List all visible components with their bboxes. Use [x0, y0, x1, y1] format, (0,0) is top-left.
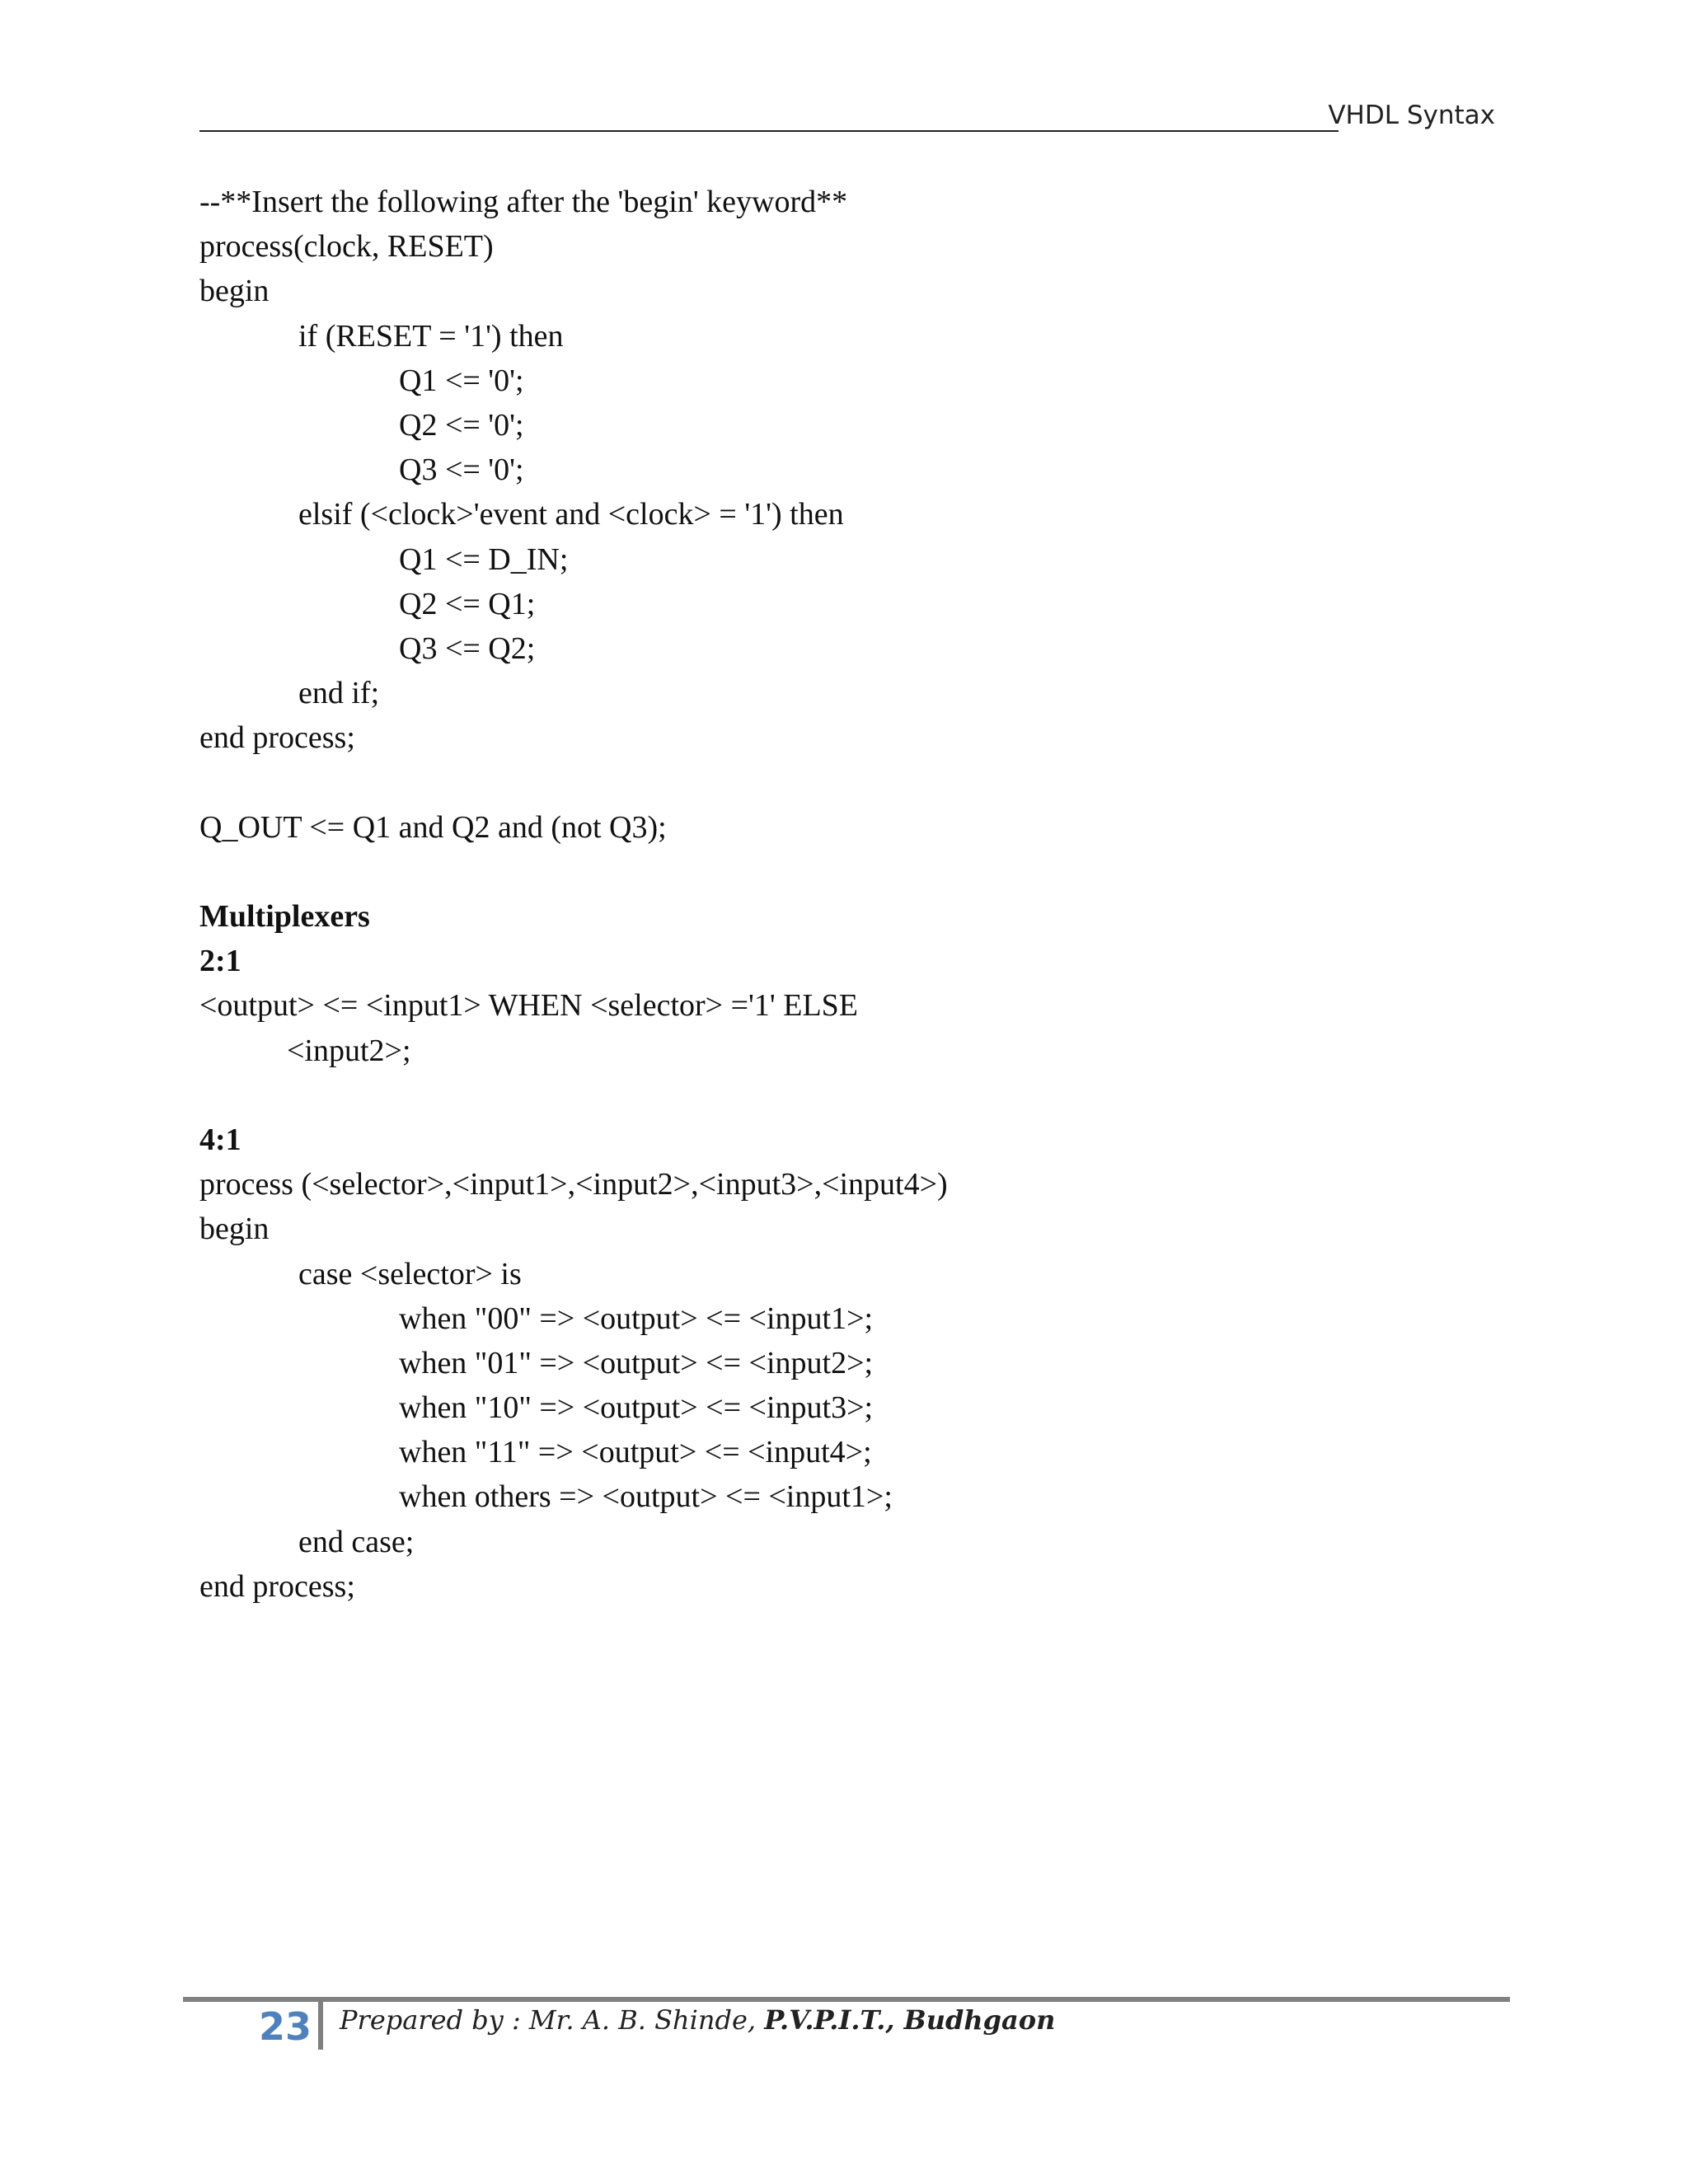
- code-line: end process;: [199, 1568, 355, 1604]
- code-line: <input2>;: [287, 1033, 411, 1068]
- code-line: end process;: [199, 720, 355, 756]
- code-line: Q1 <= D_IN;: [399, 541, 569, 577]
- code-line: when "00" => <output> <= <input1>;: [399, 1301, 874, 1336]
- footer-divider: [318, 2002, 323, 2050]
- prepared-by-text: Prepared by : Mr. A. B. Shinde,: [340, 2004, 765, 2036]
- code-line: end if;: [298, 676, 380, 711]
- footer-rule: [183, 1997, 1510, 2002]
- code-line: Q_OUT <= Q1 and Q2 and (not Q3);: [199, 809, 667, 845]
- blank-line: [199, 850, 1485, 894]
- code-line: process(clock, RESET): [199, 229, 494, 265]
- header-title: VHDL Syntax: [1328, 101, 1495, 130]
- page-number: 23: [259, 2004, 312, 2049]
- footer-credit: [340, 2004, 1055, 2036]
- code-line: when others => <output> <= <input1>;: [399, 1479, 893, 1515]
- document-body: [199, 180, 1485, 1609]
- code-line: begin: [199, 274, 270, 309]
- blank-line: [199, 1073, 1485, 1118]
- section-heading: Multiplexers: [199, 899, 370, 934]
- code-line: begin: [199, 1212, 270, 1247]
- code-line: --**Insert the following after the 'begin' keyword**: [199, 185, 848, 219]
- subsection-heading: 4:1: [199, 1122, 241, 1157]
- code-line: end case;: [298, 1524, 415, 1559]
- code-line: Q3 <= '0';: [399, 452, 524, 488]
- code-line: elsif (<clock>'event and <clock> = '1') then: [298, 497, 844, 532]
- header-rule: [199, 130, 1339, 132]
- page-header: [199, 97, 1495, 134]
- subsection-heading: 2:1: [199, 944, 241, 979]
- code-line: when "01" => <output> <= <input2>;: [399, 1345, 874, 1380]
- code-line: <output> <= <input1> WHEN <selector> ='1' ELSE: [199, 988, 859, 1024]
- code-line: if (RESET = '1') then: [298, 318, 564, 354]
- code-line: Q2 <= Q1;: [399, 586, 536, 621]
- blank-line: [199, 760, 1485, 804]
- code-line: process (<selector>,<input1>,<input2>,<input3>,<input4>): [199, 1167, 948, 1202]
- code-line: Q1 <= '0';: [399, 363, 524, 398]
- code-line: Q2 <= '0';: [399, 407, 524, 443]
- code-line: when "10" => <output> <= <input3>;: [399, 1390, 874, 1426]
- code-line: Q3 <= Q2;: [399, 630, 536, 666]
- code-line: case <selector> is: [298, 1256, 522, 1291]
- institution-text: P.V.P.I.T., Budhgaon: [764, 2004, 1056, 2036]
- code-line: when "11" => <output> <= <input4>;: [399, 1435, 872, 1470]
